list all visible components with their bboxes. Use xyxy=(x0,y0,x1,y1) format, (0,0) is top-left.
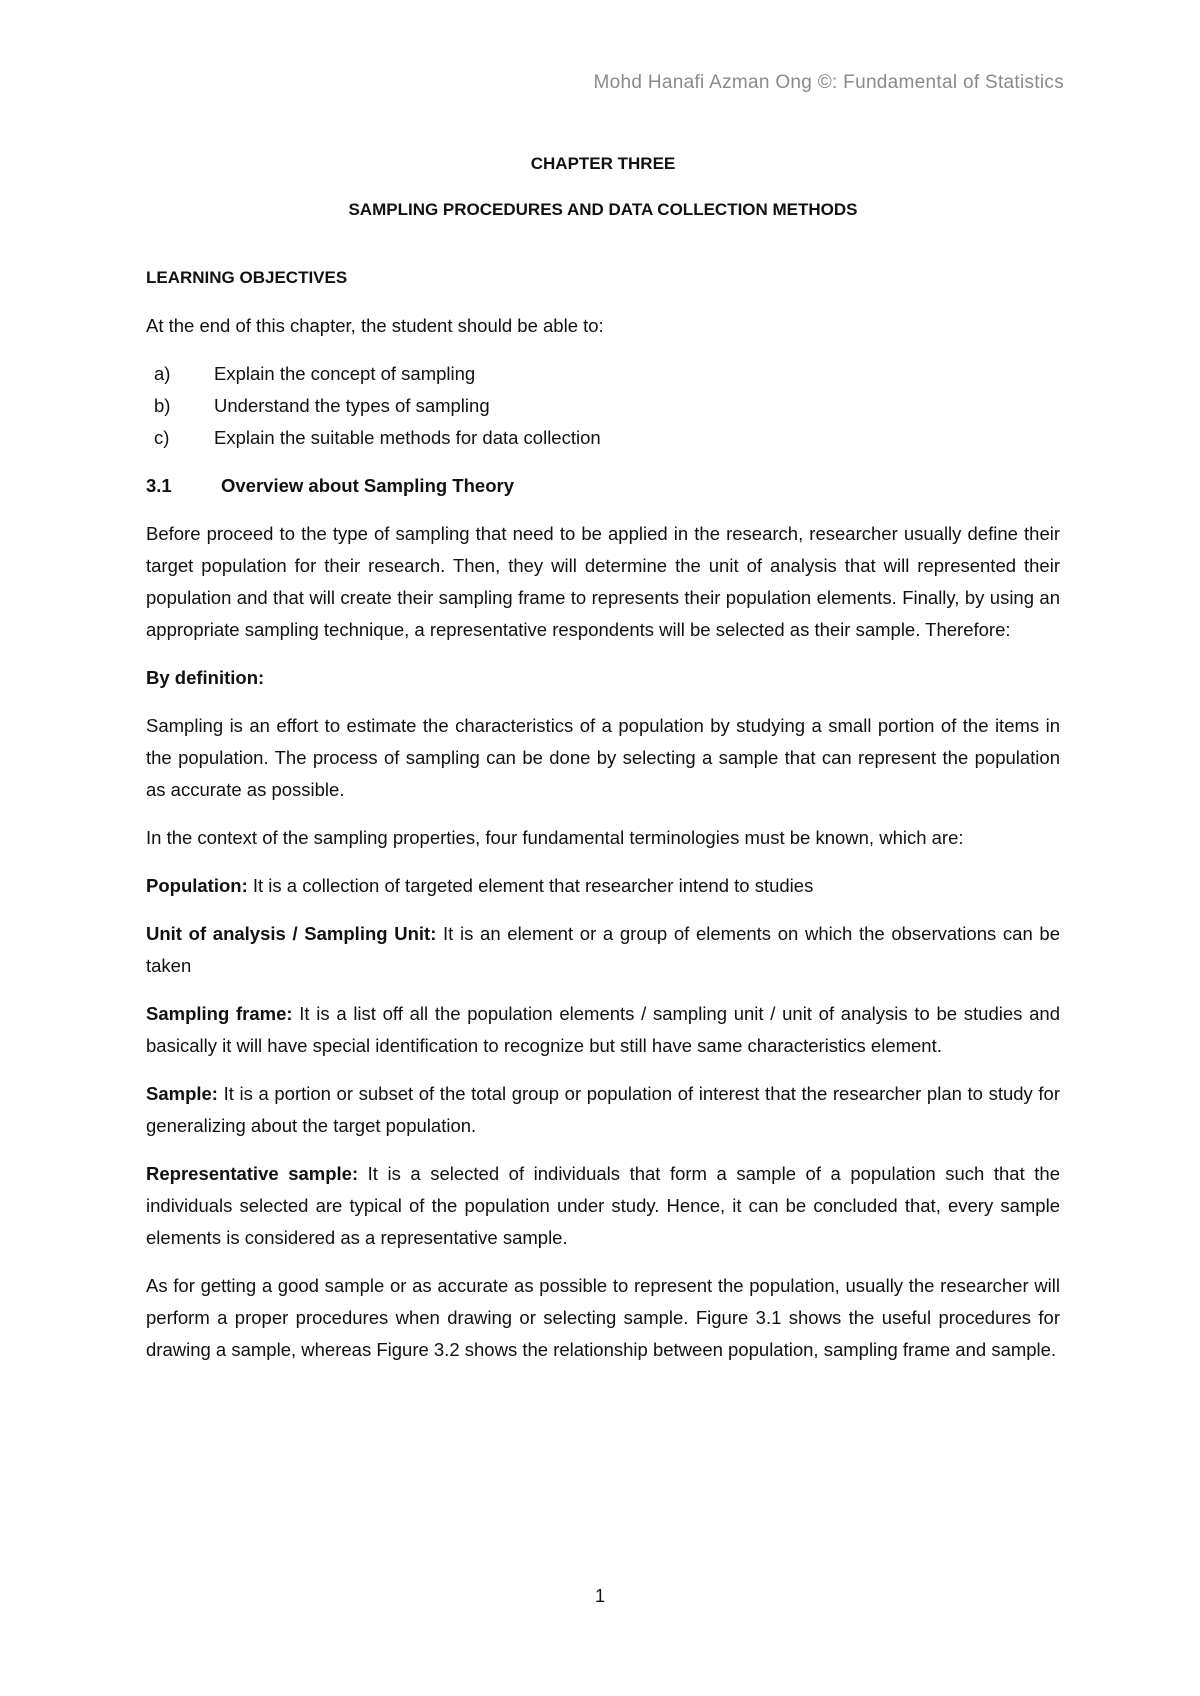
list-item xyxy=(154,358,1060,390)
learning-objectives-heading: LEARNING OBJECTIVES xyxy=(146,268,348,287)
chapter-label: CHAPTER THREE xyxy=(530,154,676,173)
list-item-text: Explain the concept of sampling xyxy=(214,363,476,384)
learning-objectives-intro: At the end of this chapter, the student should be able to: xyxy=(146,315,604,336)
list-item-text: Explain the suitable methods for data collection xyxy=(214,427,601,448)
list-item xyxy=(154,390,1060,422)
term-population xyxy=(146,870,1060,902)
term-sampling-frame xyxy=(146,998,1060,1062)
term-representative-sample xyxy=(146,1158,1060,1254)
term-sample xyxy=(146,1078,1060,1142)
term-label: Representative sample: xyxy=(146,1163,359,1184)
list-marker: c) xyxy=(154,427,170,448)
list-marker: a) xyxy=(154,363,171,384)
term-text: It is a collection of targeted element that researcher intend to studies xyxy=(247,875,814,896)
term-text: It is an element or a group of elements on which the observations can be taken xyxy=(146,923,1060,976)
term-label: Sample: xyxy=(146,1083,218,1104)
page-number: 1 xyxy=(594,1586,605,1606)
term-text: It is a list off all the population elements / sampling unit / unit of analysis to be studies and basically it will have special identification to recognize but still have same characteristics element. xyxy=(146,1003,1060,1056)
closing-paragraph: As for getting a good sample or as accurate as possible to represent the population, usually the researcher will perform a proper procedures when drawing or selecting sample. Figure 3.1 shows the useful procedures for drawing a sample, whereas Figure 3.2 shows the relationship between population, sampling frame and sample. xyxy=(146,1275,1060,1360)
intro-paragraph: Before proceed to the type of sampling that need to be applied in the research, researcher usually define their target population for their research. Then, they will determine the unit of analysis that will represented their population and that will create their sampling frame to represents their population elements. Finally, by using an appropriate sampling technique, a representative respondents will be selected as their sample. Therefore: xyxy=(146,523,1060,640)
term-label: Unit of analysis / Sampling Unit: xyxy=(146,923,437,944)
page-content xyxy=(146,148,1060,1382)
running-header: Mohd Hanafi Azman Ong ©: Fundamental of Statistics xyxy=(593,72,1064,93)
list-item-text: Understand the types of sampling xyxy=(214,395,490,416)
section-heading xyxy=(146,470,1060,502)
term-text: It is a selected of individuals that form a sample of a population such that the individuals selected are typical of the population under study. Hence, it can be concluded that, every sample elements is considered as a representative sample. xyxy=(146,1163,1061,1248)
list-marker: b) xyxy=(154,395,171,416)
chapter-title: SAMPLING PROCEDURES AND DATA COLLECTION METHODS xyxy=(348,200,858,219)
term-label: Population: xyxy=(146,875,248,896)
definition-heading: By definition: xyxy=(146,667,265,688)
section-title: Overview about Sampling Theory xyxy=(221,475,514,496)
term-text: It is a portion or subset of the total group or population of interest that the researcher plan to study for generalizing about the target population. xyxy=(146,1083,1060,1136)
list-item xyxy=(154,422,1060,454)
learning-objectives-list xyxy=(146,358,1060,454)
section-number: 3.1 xyxy=(146,475,172,496)
definition-paragraph: Sampling is an effort to estimate the characteristics of a population by studying a small portion of the items in the population. The process of sampling can be done by selecting a sample that can represent the population as accurate as possible. xyxy=(146,715,1060,800)
context-paragraph: In the context of the sampling properties, four fundamental terminologies must be known, which are: xyxy=(146,827,964,848)
term-label: Sampling frame: xyxy=(146,1003,293,1024)
term-unit-of-analysis xyxy=(146,918,1060,982)
